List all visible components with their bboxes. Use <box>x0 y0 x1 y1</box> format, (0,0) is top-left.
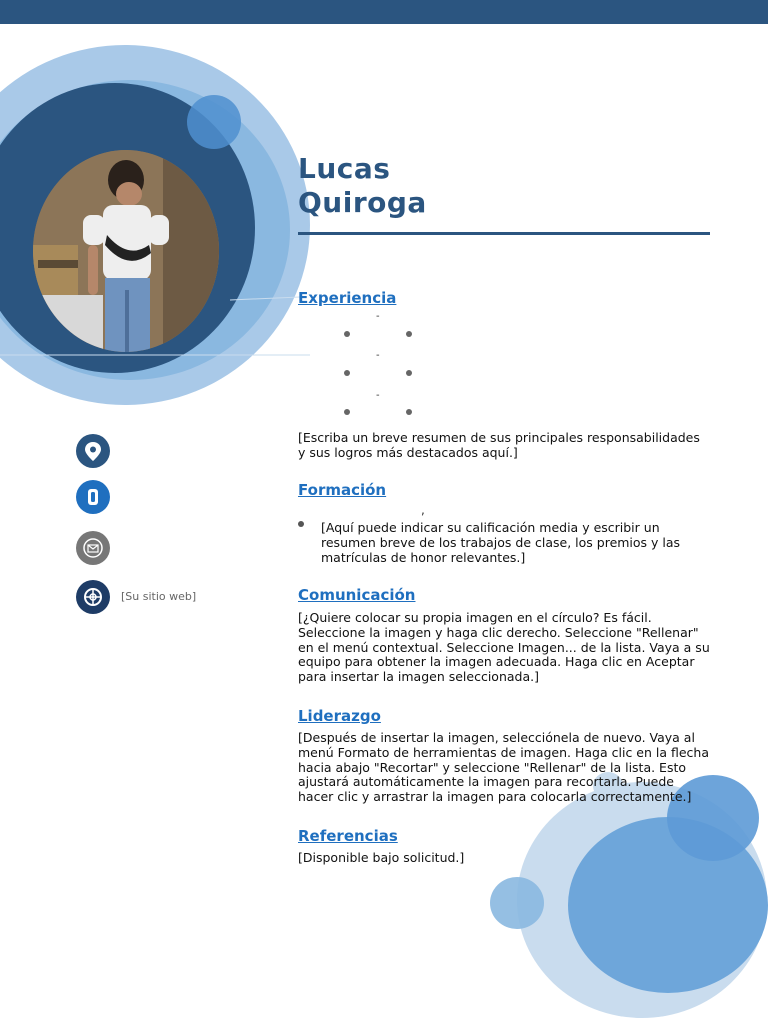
experience-dash: - <box>376 350 380 361</box>
person-image <box>33 150 219 352</box>
website-icon[interactable] <box>76 580 110 614</box>
experience-dash: - <box>376 311 380 322</box>
experience-dash: - <box>376 390 380 401</box>
email-icon[interactable] <box>76 531 110 565</box>
section-title-leadership: Liderazgo <box>298 707 381 725</box>
education-bullet-dot <box>298 521 304 527</box>
experience-bullet <box>406 331 412 337</box>
first-name: Lucas <box>298 152 391 185</box>
experience-bullet <box>344 370 350 376</box>
communication-text[interactable]: [¿Quiere colocar su propia imagen en el círculo? Es fácil. Seleccione la imagen y haga clic derecho. Seleccione "Rellenar" en el menú contextual. Seleccione Imagen... de la lista. Vaya a su equipo para obtener la imagen adecuada. Haga clic en Aceptar para insertar la imagen seleccionada.] <box>298 610 710 685</box>
small-blue-circle <box>490 877 544 929</box>
location-icon[interactable] <box>76 434 110 468</box>
experience-bullet <box>344 331 350 337</box>
experience-summary[interactable]: [Escriba un breve resumen de sus principales responsabilidades y sus logros más destacados aquí.] <box>298 430 700 460</box>
education-comma: , <box>421 503 425 517</box>
section-title-communication: Comunicación <box>298 586 416 604</box>
small-circle <box>187 95 241 149</box>
applicant-name <box>298 152 427 220</box>
last-name: Quiroga <box>298 186 427 219</box>
experience-bullet <box>344 409 350 415</box>
references-text[interactable]: [Disponible bajo solicitud.] <box>298 850 465 865</box>
experience-bullet <box>406 370 412 376</box>
experience-bullet <box>406 409 412 415</box>
profile-photo[interactable] <box>33 150 219 352</box>
leadership-text[interactable]: [Después de insertar la imagen, selecciónela de nuevo. Vaya al menú Formato de herramientas de imagen. Haga clic en la flecha hacia abajo "Recortar" y seleccione "Rellenar" de la lista. Esto ajustará automáticamente la imagen para recortarla. Puede hacer clic y arrastrar la imagen para colocarla correctamente.] <box>298 730 709 805</box>
section-title-references: Referencias <box>298 827 398 845</box>
section-title-education: Formación <box>298 481 387 499</box>
website-text[interactable]: [Su sitio web] <box>121 590 197 603</box>
section-title-experience: Experiencia <box>298 289 397 307</box>
name-divider <box>298 232 710 235</box>
phone-icon[interactable] <box>76 480 110 514</box>
education-bullet-text[interactable]: [Aquí puede indicar su calificación media y escribir un resumen breve de los trabajos de clase, los premios y las matrículas de honor relevantes.] <box>321 520 681 565</box>
